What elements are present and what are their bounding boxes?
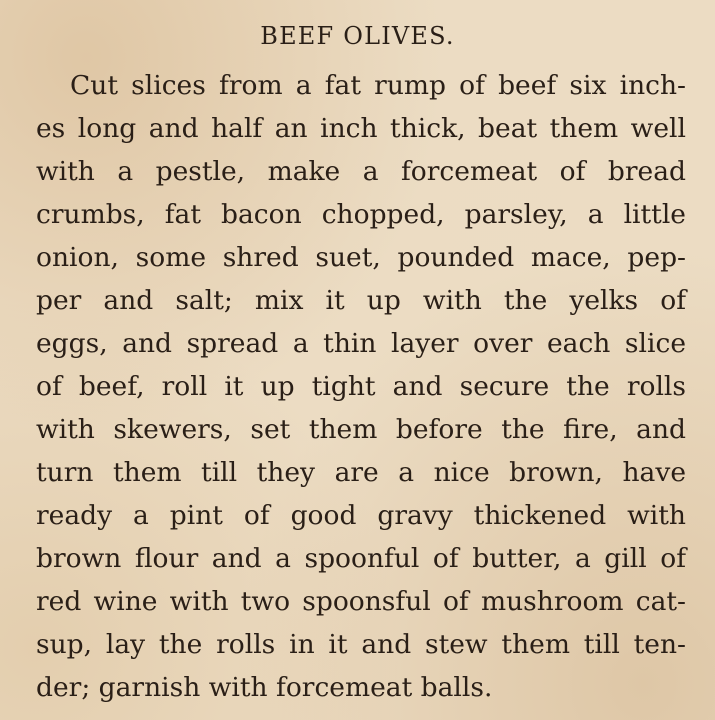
text-line: with skewers, set them before the fire, and [36, 414, 686, 445]
text-line: eggs, and spread a thin layer over each slice [36, 328, 686, 359]
text-line: brown flour and a spoonful of butter, a gill of [36, 543, 686, 574]
text-line: turn them till they are a nice brown, have [36, 457, 686, 488]
text-line: ready a pint of good gravy thickened with [36, 500, 686, 531]
recipe-title: BEEF OLIVES. [260, 22, 455, 50]
text-line: der; garnish with forcemeat balls. [36, 672, 493, 703]
text-line: sup, lay the rolls in it and stew them till ten- [36, 629, 686, 660]
text-line: per and salt; mix it up with the yelks of [36, 285, 686, 316]
text-line: with a pestle, make a forcemeat of bread [36, 156, 686, 187]
text-line: red wine with two spoonsful of mushroom cat- [36, 586, 686, 617]
text-line: crumbs, fat bacon chopped, parsley, a little [36, 199, 686, 230]
text-line: of beef, roll it up tight and secure the rolls [36, 371, 686, 402]
text-line: Cut slices from a fat rump of beef six inch- [70, 70, 686, 101]
text-line: es long and half an inch thick, beat them well [36, 113, 686, 144]
text-line: onion, some shred suet, pounded mace, pep- [36, 242, 686, 273]
recipe-body [36, 64, 686, 709]
